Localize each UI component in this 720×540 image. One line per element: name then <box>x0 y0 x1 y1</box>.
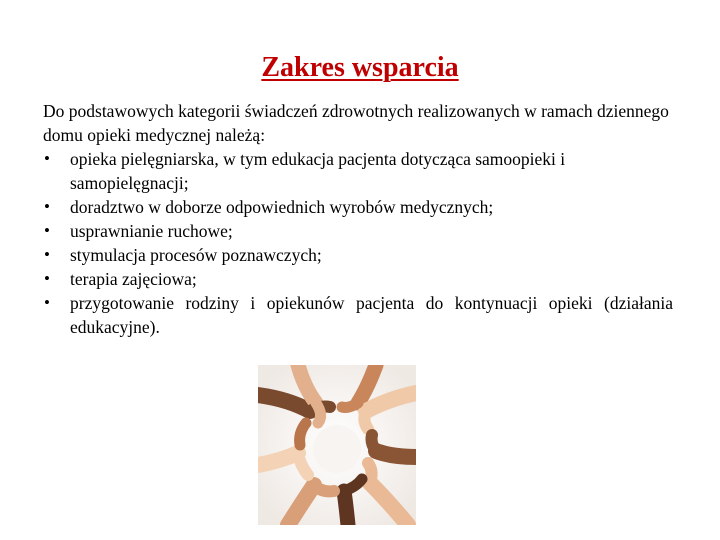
list-item-text: przygotowanie rodziny i opiekunów pacjenta do kontynuacji opieki (działania edukacyjne). <box>70 293 673 337</box>
intro-text: Do podstawowych kategorii świadczeń zdrowotnych realizowanych w ramach dziennego domu opieki medycznej należą: <box>43 101 669 145</box>
slide-content <box>43 99 673 339</box>
bullet-icon: • <box>44 197 50 216</box>
list-item <box>43 219 673 243</box>
bullet-icon: • <box>44 245 50 264</box>
hands-circle-image <box>258 365 416 525</box>
list-item <box>43 267 673 291</box>
bullet-icon: • <box>44 149 50 168</box>
hands-circle-icon <box>258 365 416 525</box>
list-item-text: usprawnianie ruchowe; <box>70 221 233 241</box>
slide-title: Zakres wsparcia <box>261 52 459 83</box>
bullet-icon: • <box>44 293 50 312</box>
list-item-text: terapia zajęciowa; <box>70 269 197 289</box>
list-item <box>43 243 673 267</box>
list-item <box>43 195 673 219</box>
list-item-text: doradztwo w doborze odpowiednich wyrobów medycznych; <box>70 197 494 217</box>
list-item <box>43 291 673 339</box>
bullet-icon: • <box>44 269 50 288</box>
list-item <box>43 147 673 195</box>
support-list <box>43 147 673 339</box>
bullet-icon: • <box>44 221 50 240</box>
list-item-text: stymulacja procesów poznawczych; <box>70 245 322 265</box>
list-item-text: opieka pielęgniarska, w tym edukacja pacjenta dotycząca samoopieki i samopielęgnacji; <box>70 149 566 193</box>
